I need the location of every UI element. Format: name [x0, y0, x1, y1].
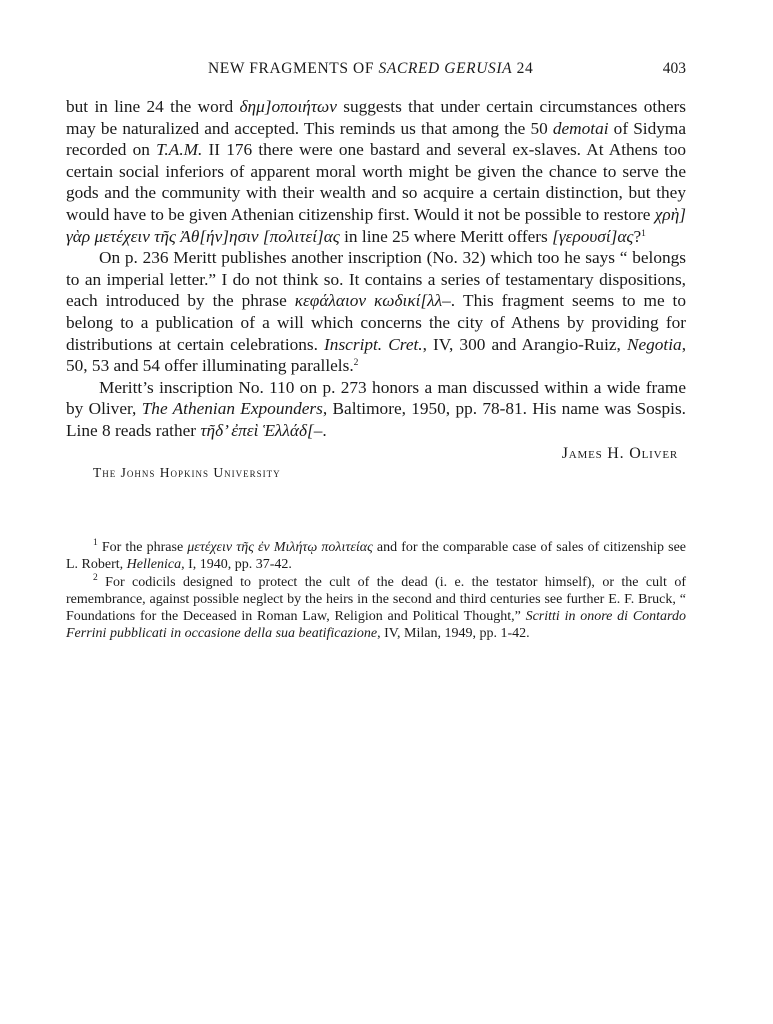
footnote-number: 2 [93, 572, 98, 583]
footnote-ref-2: 2 [353, 358, 359, 369]
page-number: 403 [662, 60, 686, 77]
text-run: , IV, 300 and Arangio-Ruiz, [422, 334, 627, 354]
running-title-italic: SACRED GERUSIA [378, 60, 513, 77]
text-run: . [322, 420, 327, 440]
text-run: ? [633, 226, 642, 246]
text-run: in line 25 where Meritt offers [339, 226, 553, 246]
text-run: Meritt’s inscription No. 110 on p. 273 honors a man discussed within a wide frame by Oliver, [66, 377, 686, 419]
paragraph-3 [66, 377, 686, 442]
paragraph-2 [66, 247, 686, 377]
text-run: and for the comparable case of sales of citizenship see L. Robert, [66, 540, 686, 573]
greek-text: [γερουσί]ας [552, 226, 634, 246]
italic-citation: Scritti in onore di Contardo Ferrini pubblicati in occasione della sua beatificazione [66, 609, 686, 642]
paragraph-1 [66, 96, 686, 247]
footnote-number: 1 [93, 538, 98, 548]
greek-text: τῆδ’ ἐπεὶ Ἑλλάδ[– [200, 420, 323, 440]
running-title-number: 24 [512, 60, 534, 77]
running-title-text: NEW FRAGMENTS OF [208, 60, 379, 77]
running-header [66, 60, 686, 82]
text-run: , 50, 53 and 54 offer illuminating parallels. [66, 334, 687, 376]
footnote-ref-1: 1 [641, 228, 646, 239]
greek-text: δημ]οποιήτων [239, 97, 337, 116]
italic-citation: Hellenica [126, 557, 182, 573]
footnote-1 [66, 539, 686, 574]
text-run: , I, 1940, pp. 37-42. [181, 557, 292, 573]
text-run: of Sidyma recorded on [66, 118, 687, 160]
author-signature: James H. Oliver [561, 444, 678, 462]
text-run: . This fragment seems to me to belong to a publication of a will which concerns the city of Athens by providing for distributions at certain celebrations. [66, 291, 686, 354]
italic-citation: The Athenian Expounders [141, 399, 323, 419]
greek-text: κεφάλαιον κωδικί[λλ– [294, 291, 451, 311]
greek-text: χρὴ] γὰρ μετέχειν τῆς Ἀθ[ήν]ησιν [πολιτεί]ας [66, 204, 686, 246]
text-run: suggests that under certain circumstances others may be naturalized and accepted. This reminds us that among the 50 [66, 97, 686, 138]
greek-text: μετέχειν τῆς ἐν Μιλήτῳ πολιτείας [187, 540, 373, 555]
footnotes [66, 539, 686, 643]
italic-citation: T.A.M. [156, 140, 203, 160]
text-run: II 176 there were one bastard and several ex-slaves. At Athens too certain social inferiors of apparent moral worth might be given the chance to serve the gods and the community with their wealth and so acquire a certain distinction, but they would have to be given Athenian citizenship first. Would it not be possible to restore [66, 140, 686, 224]
footnote-2 [66, 574, 686, 643]
author-affiliation: The Johns Hopkins University [93, 464, 281, 480]
text-run: For codicils designed to protect the cult of the dead (i. e. the testator himself), or the cult of remembrance, against possible neglect by the heirs in the second and third centuries see further E. F. Bruck, “ Foundations for the Deceased in Roman Law, Religion and Political Thought,” [66, 574, 686, 625]
article-body [66, 96, 686, 484]
italic-citation: Inscript. Cret. [324, 334, 423, 354]
running-title [208, 60, 533, 78]
text-run: On p. 236 Meritt publishes another inscription (No. 32) which too he says “ belongs to an imperial letter.” I do not think so. It contains a series of testamentary dispositions, each introduced by the phrase [66, 248, 686, 311]
text-run: , IV, Milan, 1949, pp. 1-42. [377, 626, 530, 642]
text-run: , Baltimore, 1950, pp. 78-81. His name was Sospis. Line 8 reads rather [66, 399, 687, 440]
italic-term: demotai [552, 118, 609, 138]
text-run: but in line 24 the word [66, 97, 240, 116]
text-run: For the phrase [97, 540, 188, 555]
italic-citation: Negotia [626, 334, 682, 354]
